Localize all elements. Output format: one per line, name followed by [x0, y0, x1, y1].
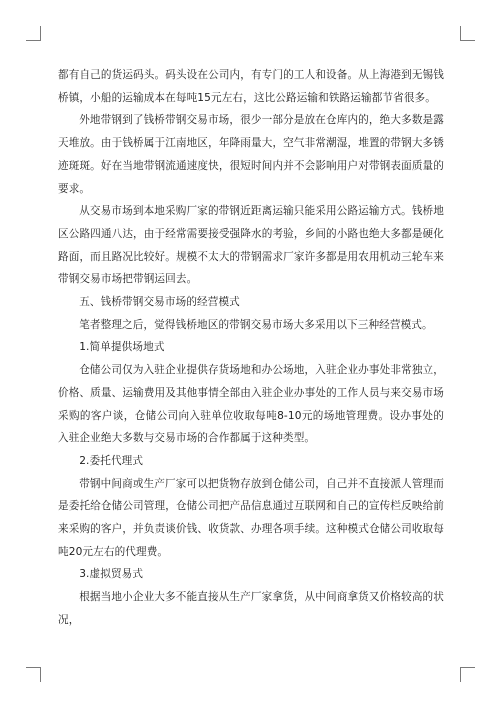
crop-mark-bottom-right: [460, 667, 475, 682]
section-heading-business-models: 五、钱桥带钢交易市场的经营模式: [79, 296, 240, 309]
paragraph-agency: 带钢中间商或生产厂家可以把货物存放到仓储公司，自己并不直接派人管理而是委托给仓储公司管理，仓储公司把产品信息通过互联网和自己的宣传栏反映给前来采购的客户，并负责谈价钱、收货款、办理各项手续。这种模式仓储公司收取每吨20元左右的代理费。: [58, 477, 444, 558]
crop-mark-top-left: [26, 26, 41, 41]
crop-mark-top-right: [460, 26, 475, 41]
subheading-agency: 2.委托代理式: [79, 454, 144, 467]
subheading-virtual-trade: 3.虚拟贸易式: [79, 568, 144, 581]
paragraph-models-intro: 笔者整理之后，觉得钱桥地区的带钢交易市场大多采用以下三种经营模式。: [79, 318, 433, 331]
paragraph-road-transport: 从交易市场到本地采购厂家的带钢近距离运输只能采用公路运输方式。钱桥地区公路四通八达，由于经常需要接受强降水的考验，乡间的小路也绝大多都是硬化路面，而且路况比较好。规模不太大的带钢需求厂家许多都是用农用机动三轮车来带钢交易市场把带钢运回去。: [58, 205, 444, 286]
paragraph-simple-venue: 仓储公司仅为入驻企业提供存货场地和办公场地，入驻企业办事处非常独立，价格、质量、运输费用及其他事情全部由入驻企业办事处的工作人员与来交易市场采购的客户谈，仓储公司向入驻单位收取每吨8-10元的场地管理费。设办事处的入驻企业绝大多数与交易市场的合作都属于这种类型。: [58, 364, 444, 445]
subheading-simple-venue: 1.简单提供场地式: [79, 341, 165, 354]
paragraph-open-storage: 外地带钢到了钱桥带钢交易市场，很少一部分是放在仓库内的，绝大多数是露天堆放。由于钱桥属于江南地区，年降雨量大，空气非常潮湿，堆置的带钢大多锈迹斑斑。好在当地带钢流通速度快，很短时间内并不会影响用户对带钢表面质量的要求。: [58, 114, 444, 195]
document-body: [58, 64, 444, 632]
paragraph-shipping-cost: 都有自己的货运码头。码头设在公司内，有专门的工人和设备。从上海港到无锡钱桥镇，小船的运输成本在每吨15元左右，这比公路运输和铁路运输都节省很多。: [58, 69, 444, 104]
paragraph-virtual-trade: 根据当地小企业大多不能直接从生产厂家拿货，从中间商拿货又价格较高的状况，: [58, 591, 444, 626]
crop-mark-bottom-left: [26, 667, 41, 682]
